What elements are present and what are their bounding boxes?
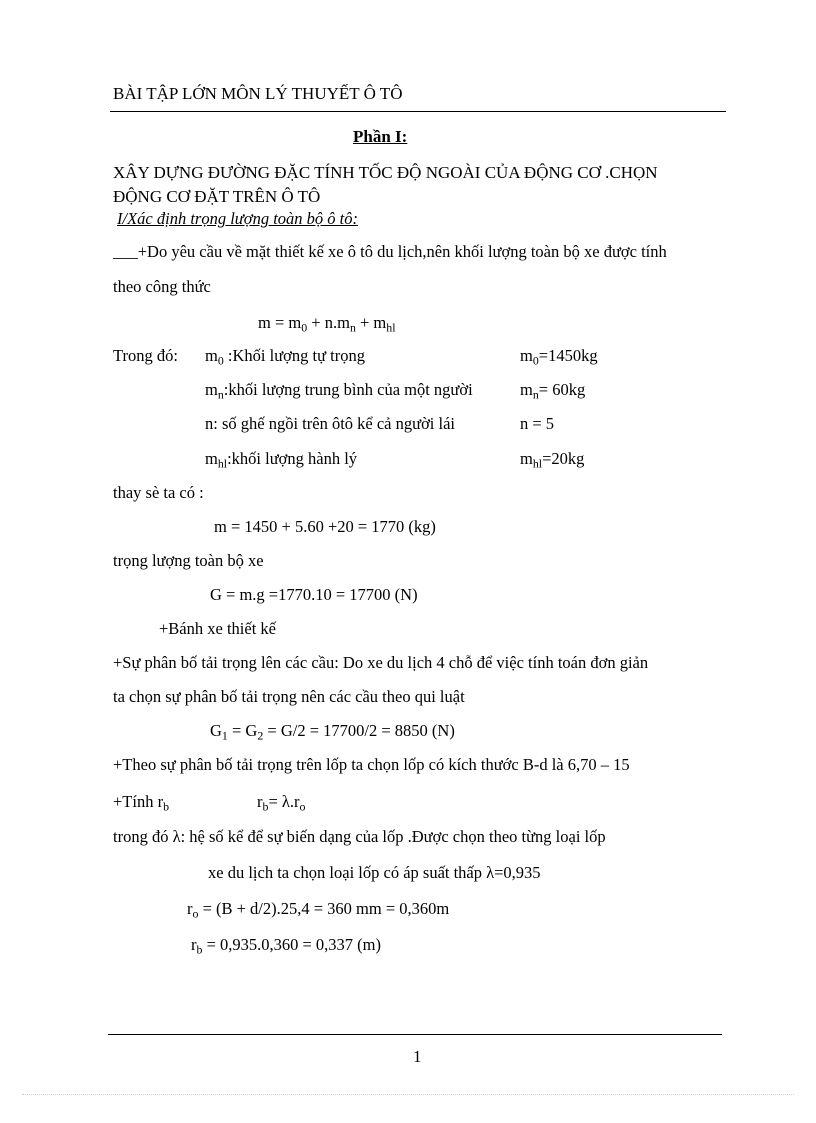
calc-axle-load: $G_1 = G_2 = G/2 = 17700/2 = 8850$ (N): [210, 721, 455, 743]
formula-mass: $m = m_0 + n.m_n + m_{hl}$: [258, 313, 396, 335]
value-mhl: $m_{hl}=20kg$: [520, 449, 585, 471]
value-n: n = 5: [520, 414, 555, 433]
subsection-heading: I/Xác định trọng lượng toàn bộ ô tô:: [117, 209, 358, 228]
header-rule: [110, 111, 726, 112]
section-heading-line1: XÂY DỰNG ĐƯỜNG ĐẶC TÍNH TỐC ĐỘ NGOÀI CỦA ĐỘNG CƠ .CHỌN: [113, 163, 658, 182]
definition-n: n: số ghế ngồi trên ôtô kể cả người lái: [205, 414, 455, 433]
paragraph-line: +Sự phân bố tải trọng lên các cầu: Do xe du lịch 4 chỗ để việc tính toán đơn giản: [113, 653, 649, 672]
paragraph-line: theo công thức: [113, 277, 211, 296]
definition-mhl: $m_{hl}:khối$ lượng hành lý: [205, 449, 358, 471]
paragraph-line: xe du lịch ta chọn loại lốp có áp suất thấp λ=0,935: [208, 863, 541, 882]
value-m0: $m_0=1450kg$: [520, 346, 598, 368]
paragraph-line: ___+Do yêu cầu về mặt thiết kế xe ô tô du lịch,nên khối lượng toàn bộ xe được tính: [113, 242, 667, 261]
section-heading-line2: ĐỘNG CƠ ĐẶT TRÊN Ô TÔ: [113, 187, 321, 206]
paragraph-line: ta chọn sự phân bố tải trọng nên các cầu theo qui luật: [113, 687, 465, 706]
calc-weight: G = m.g =1770.10 = 17700 (N): [210, 585, 418, 604]
calc-rb: $r_b = 0,935.0,360 = 0,337$ (m): [191, 935, 381, 957]
tire-selection-line: +Theo sự phân bố tải trọng trên lốp ta chọn lốp có kích thước B-d là 6,70 – 15: [113, 755, 630, 774]
rb-formula: $r_b= \lambda.r_o$: [257, 792, 306, 814]
rb-label: +Tính $r_b$: [113, 792, 170, 814]
footer-rule: [108, 1034, 722, 1035]
value-mn: $m_n= 60kg$: [520, 380, 586, 402]
weight-label: trọng lượng toàn bộ xe: [113, 551, 264, 570]
page-edge-divider: [22, 1094, 794, 1095]
definition-m0: $m_0$ :Khối lượng tự trọng: [205, 346, 365, 368]
substitution-label: thay sè ta có :: [113, 483, 204, 502]
wheel-label: +Bánh xe thiết kế: [159, 619, 276, 638]
section-title: Phần I:: [353, 127, 408, 146]
page-number: 1: [413, 1047, 422, 1066]
page-header-title: BÀI TẬP LỚN MÔN LÝ THUYẾT Ô TÔ: [113, 84, 403, 103]
paragraph-line: trong đó λ: hệ số kể để sự biến dạng của lốp .Được chọn theo từng loại lốp: [113, 827, 606, 846]
definition-mn: $m_n:khối$ lượng trung bình của một người: [205, 380, 473, 402]
where-label: Trong đó:: [113, 346, 178, 365]
calc-mass: m = 1450 + 5.60 +20 = 1770 (kg): [214, 517, 436, 536]
calc-ro: $r_o = (B + d/2).25,4 = 360$ mm = 0,360m: [187, 899, 450, 921]
